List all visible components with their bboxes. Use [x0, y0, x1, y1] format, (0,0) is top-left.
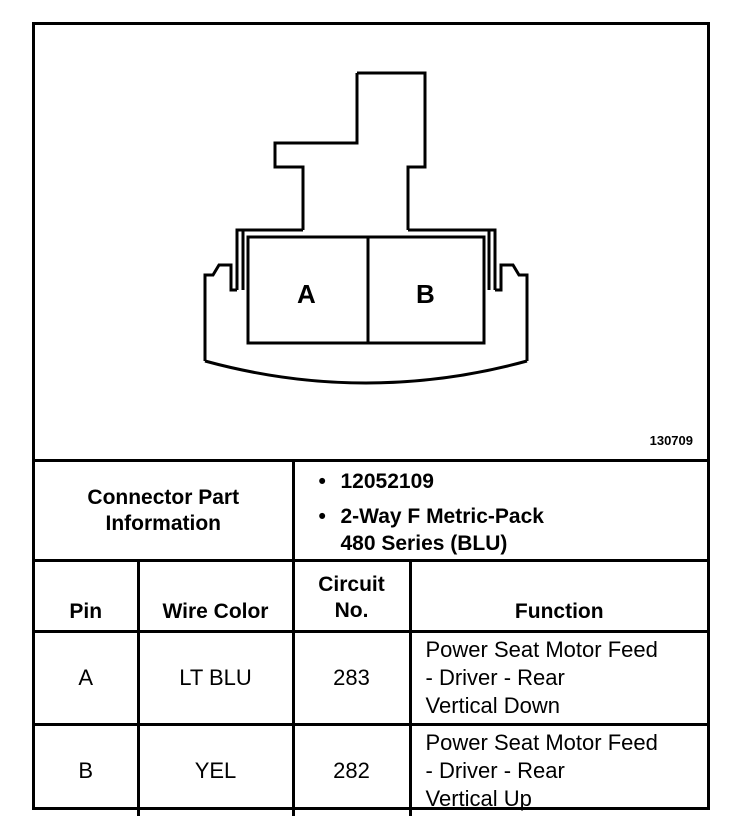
- description-line2: 480 Series (BLU): [340, 532, 508, 555]
- table-header-row: [35, 561, 707, 632]
- connector-diagram: [35, 25, 707, 459]
- circuit-cell: 283: [293, 632, 410, 725]
- connector-figure: [32, 22, 710, 810]
- function-line: Vertical Up: [425, 786, 532, 811]
- pin-cell: A: [35, 632, 138, 725]
- function-line: - Driver - Rear: [425, 758, 565, 783]
- part-number: [318, 468, 708, 495]
- wire-color-cell: LT BLU: [138, 632, 293, 725]
- function-cell: [410, 725, 707, 817]
- connector-top-tab: [275, 73, 425, 230]
- connector-shell: [237, 230, 495, 290]
- header-wire-color: Wire Color: [138, 561, 293, 632]
- description: [318, 503, 708, 530]
- pin-cell: B: [35, 725, 138, 817]
- cavity-box: [248, 237, 484, 343]
- info-label-line1: Connector Part: [87, 485, 240, 509]
- part-number-text: 12052109: [340, 470, 434, 493]
- function-line: Vertical Down: [425, 693, 561, 718]
- connector-drawing: [35, 25, 707, 459]
- bullet: •: [318, 505, 326, 528]
- function-line: - Driver - Rear: [425, 665, 565, 690]
- connector-table: [35, 459, 707, 816]
- connector-info-label: [35, 461, 293, 561]
- table-row: [35, 632, 707, 725]
- function-line: Power Seat Motor Feed: [425, 730, 658, 755]
- function-cell: [410, 632, 707, 725]
- connector-info-row: [35, 461, 707, 561]
- table-row: [35, 725, 707, 817]
- cavity-label-a: A: [297, 279, 316, 309]
- bullet: •: [318, 470, 326, 493]
- function-line: Power Seat Motor Feed: [425, 637, 658, 662]
- reference-number: 130709: [649, 433, 693, 448]
- header-circuit-line2: No.: [334, 599, 369, 622]
- wire-color-cell: YEL: [138, 725, 293, 817]
- header-circuit: [293, 561, 410, 632]
- header-circuit-line1: Circuit: [318, 573, 385, 596]
- circuit-cell: 282: [293, 725, 410, 817]
- connector-bottom-curve: [205, 361, 527, 383]
- connector-info-values: [293, 461, 707, 561]
- cavity-label-b: B: [416, 279, 435, 309]
- connector-inner-shell: [243, 230, 489, 290]
- header-pin: Pin: [35, 561, 138, 632]
- left-latch: [205, 265, 237, 361]
- right-latch: [495, 265, 527, 361]
- info-label-line2: Information: [105, 511, 221, 535]
- description-line1: 2-Way F Metric-Pack: [340, 505, 544, 528]
- header-function: Function: [410, 561, 707, 632]
